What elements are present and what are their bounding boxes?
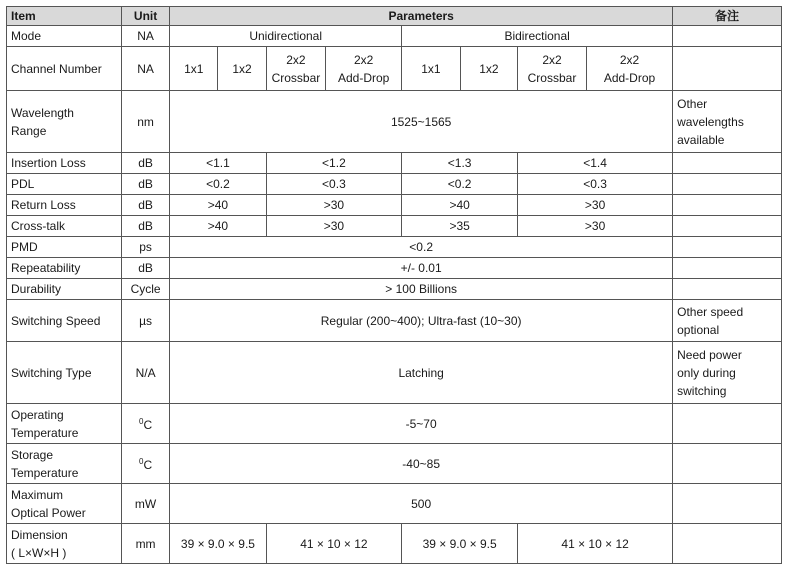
note-durability (673, 279, 782, 300)
spec-table (6, 6, 782, 564)
channel-bi-1x1: 1x1 (402, 47, 461, 91)
row-durability (7, 279, 782, 300)
item-wavelength: Wavelength Range (7, 91, 122, 153)
note-power (673, 484, 782, 524)
note-sttemp (673, 444, 782, 484)
value-sttemp: -40~85 (170, 444, 673, 484)
item-type: Switching Type (7, 342, 122, 404)
note-crosstalk (673, 216, 782, 237)
row-switching-speed (7, 300, 782, 342)
note-repeatability (673, 258, 782, 279)
unit-speed: µs (121, 300, 169, 342)
unit-return: dB (121, 195, 169, 216)
crosstalk-v1: >40 (170, 216, 266, 237)
item-dimension: Dimension ( L×W×H ) (7, 524, 122, 564)
note-return (673, 195, 782, 216)
row-wavelength (7, 91, 782, 153)
unit-power: mW (121, 484, 169, 524)
unit-type: N/A (121, 342, 169, 404)
note-channel (673, 47, 782, 91)
value-repeatability: +/- 0.01 (170, 258, 673, 279)
channel-uni-1x1: 1x1 (170, 47, 218, 91)
note-type: Need power only during switching (673, 342, 782, 404)
unit-channel: NA (121, 47, 169, 91)
unit-dimension: mm (121, 524, 169, 564)
insertion-v3: <1.3 (402, 153, 518, 174)
unit-mode: NA (121, 26, 169, 47)
header-row (7, 7, 782, 26)
item-channel: Channel Number (7, 47, 122, 91)
unit-pmd: ps (121, 237, 169, 258)
pdl-v4: <0.3 (518, 174, 673, 195)
unit-wavelength: nm (121, 91, 169, 153)
row-repeatability (7, 258, 782, 279)
note-optemp (673, 404, 782, 444)
crosstalk-v3: >35 (402, 216, 518, 237)
channel-uni-adddrop: 2x2 Add-Drop (326, 47, 402, 91)
item-mode: Mode (7, 26, 122, 47)
return-v3: >40 (402, 195, 518, 216)
pdl-v1: <0.2 (170, 174, 266, 195)
unit-crosstalk: dB (121, 216, 169, 237)
header-remark: 备注 (673, 7, 782, 26)
row-switching-type (7, 342, 782, 404)
header-parameters: Parameters (170, 7, 673, 26)
insertion-v2: <1.2 (266, 153, 401, 174)
unit-pdl: dB (121, 174, 169, 195)
note-pdl (673, 174, 782, 195)
row-channel (7, 47, 782, 91)
value-wavelength: 1525~1565 (170, 91, 673, 153)
row-crosstalk (7, 216, 782, 237)
unit-durability: Cycle (121, 279, 169, 300)
item-pdl: PDL (7, 174, 122, 195)
unit-insertion: dB (121, 153, 169, 174)
item-return: Return Loss (7, 195, 122, 216)
value-type: Latching (170, 342, 673, 404)
row-dimension (7, 524, 782, 564)
note-speed: Other speed optional (673, 300, 782, 342)
note-dimension (673, 524, 782, 564)
return-v1: >40 (170, 195, 266, 216)
dimension-v2: 41 × 10 × 12 (266, 524, 401, 564)
value-power: 500 (170, 484, 673, 524)
value-optemp: -5~70 (170, 404, 673, 444)
row-pmd (7, 237, 782, 258)
return-v4: >30 (518, 195, 673, 216)
item-repeatability: Repeatability (7, 258, 122, 279)
dimension-v1: 39 × 9.0 × 9.5 (170, 524, 266, 564)
header-item: Item (7, 7, 122, 26)
mode-unidirectional: Unidirectional (170, 26, 402, 47)
note-mode (673, 26, 782, 47)
value-durability: > 100 Billions (170, 279, 673, 300)
header-unit: Unit (121, 7, 169, 26)
row-mode (7, 26, 782, 47)
row-operating-temp (7, 404, 782, 444)
unit-optemp: $^0$C (121, 404, 169, 444)
channel-bi-crossbar: 2x2 Crossbar (518, 47, 587, 91)
unit-sttemp: $^0$C (121, 444, 169, 484)
dimension-v3: 39 × 9.0 × 9.5 (402, 524, 518, 564)
item-optemp: Operating Temperature (7, 404, 122, 444)
note-wavelength: Other wavelengths available (673, 91, 782, 153)
return-v2: >30 (266, 195, 401, 216)
channel-uni-crossbar: 2x2 Crossbar (266, 47, 326, 91)
note-pmd (673, 237, 782, 258)
pdl-v3: <0.2 (402, 174, 518, 195)
item-insertion: Insertion Loss (7, 153, 122, 174)
item-power: Maximum Optical Power (7, 484, 122, 524)
dimension-v4: 41 × 10 × 12 (518, 524, 673, 564)
crosstalk-v4: >30 (518, 216, 673, 237)
note-insertion (673, 153, 782, 174)
unit-repeatability: dB (121, 258, 169, 279)
insertion-v4: <1.4 (518, 153, 673, 174)
mode-bidirectional: Bidirectional (402, 26, 673, 47)
item-pmd: PMD (7, 237, 122, 258)
row-return-loss (7, 195, 782, 216)
channel-bi-adddrop: 2x2 Add-Drop (586, 47, 672, 91)
crosstalk-v2: >30 (266, 216, 401, 237)
row-storage-temp (7, 444, 782, 484)
row-max-power (7, 484, 782, 524)
pdl-v2: <0.3 (266, 174, 401, 195)
channel-bi-1x2: 1x2 (460, 47, 517, 91)
channel-uni-1x2: 1x2 (218, 47, 266, 91)
row-insertion-loss (7, 153, 782, 174)
value-speed: Regular (200~400); Ultra-fast (10~30) (170, 300, 673, 342)
insertion-v1: <1.1 (170, 153, 266, 174)
row-pdl (7, 174, 782, 195)
item-speed: Switching Speed (7, 300, 122, 342)
item-sttemp: Storage Temperature (7, 444, 122, 484)
value-pmd: <0.2 (170, 237, 673, 258)
item-crosstalk: Cross-talk (7, 216, 122, 237)
item-durability: Durability (7, 279, 122, 300)
